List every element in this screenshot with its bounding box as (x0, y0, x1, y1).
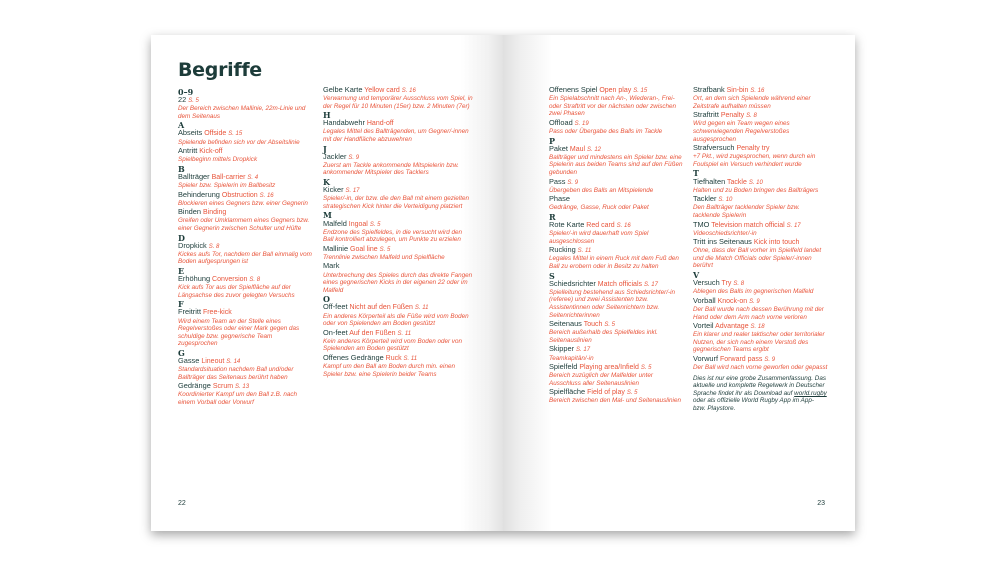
page-reference: S. 16 (750, 88, 765, 94)
page-number-right: 23 (817, 500, 825, 507)
index-letter: P (549, 135, 556, 146)
glossary-entry (693, 279, 828, 296)
glossary-entry (693, 178, 828, 195)
entry-term-line (693, 221, 828, 230)
page-reference: S. 5 (626, 390, 638, 397)
term-german: Offenes Gedränge (323, 353, 384, 362)
glossary-entry (323, 86, 473, 110)
glossary-entry (693, 238, 828, 270)
page-reference: S. 11 (414, 305, 429, 312)
glossary-entry (693, 322, 828, 354)
term-definition: Ein anderes Körperteil als die Füße wird vom Boden oder von Spielenden am Boden gestützt (323, 312, 469, 328)
page-reference: S. 10 (718, 197, 733, 204)
page-reference: S. 16 (616, 223, 631, 229)
page-reference: S. 15 (633, 88, 648, 94)
term-english: Ball-carrier (211, 173, 246, 181)
index-letter: A (178, 120, 185, 131)
glossary-entry (549, 280, 683, 319)
page-reference: S. 13 (235, 384, 250, 391)
term-german: Spielfläche (549, 387, 586, 397)
page-reference: S. 11 (577, 248, 592, 255)
entry-term-line (178, 208, 312, 217)
entry-term-line (178, 382, 312, 391)
entry-term-line (693, 178, 828, 187)
term-definition: Spieler/-in wird dauerhaft vom Spiel ausgeschlossen (549, 230, 649, 245)
term-english: Hand-off (366, 120, 394, 128)
term-german: Freitritt (178, 307, 201, 317)
glossary-entry (693, 355, 828, 372)
entry-term-line (178, 308, 312, 317)
right-column-2 (693, 86, 828, 413)
entry-term-line (178, 191, 312, 200)
index-letter: E (178, 265, 185, 276)
term-german: Gedränge (178, 381, 211, 391)
glossary-entry (178, 308, 312, 347)
term-german: Phase (549, 194, 570, 204)
glossary-entry (323, 262, 473, 294)
term-english: Goal line (350, 245, 378, 253)
page-reference: S. 16 (259, 192, 274, 199)
page-reference: S. 9 (567, 179, 579, 186)
term-definition: Unterbrechung des Spieles durch das direkte Fangen eines gegnerischen Kicks in der eigenen 22 oder im Malfeld (323, 271, 473, 294)
term-definition: Der Ball wurde nach dessen Berührung mit der Hand oder dem Arm nach vorne verloren (693, 305, 824, 321)
term-definition: Spielleitung bestehend aus Schiedsrichter/-in (referee) und zwei Assistenten bzw. Assistentinnen oder Seitenrichtern bzw. Seitenrichterinnen (549, 288, 676, 319)
term-german: 22 (178, 95, 187, 105)
index-letter: H (323, 110, 331, 121)
term-definition: Halten und zu Boden bringen des Ballträgers (693, 186, 819, 194)
term-definition: Ohne, dass der Ball vorher im Spielfeld landet und die Match Officials oder Spieler/-innen berührt (693, 247, 822, 270)
term-german: Straftritt (693, 110, 719, 120)
index-letter: T (693, 168, 699, 179)
glossary-entry (693, 144, 828, 168)
term-english: Red card (586, 222, 615, 229)
term-english: Ruck (385, 355, 402, 362)
index-letter: V (693, 270, 700, 281)
term-english: Nicht auf den Füßen (349, 304, 413, 312)
entry-term-line (549, 178, 683, 187)
term-german: Rucking (549, 245, 576, 255)
entry-term-line (549, 145, 683, 154)
index-letter: F (178, 299, 184, 310)
term-german: Mallinie (323, 243, 349, 253)
term-english: Playing area/Infield (579, 364, 639, 372)
entry-term-line (693, 111, 828, 120)
page-title: Begriffe (178, 59, 262, 81)
page-reference: S. 17 (576, 347, 591, 354)
term-definition: Wird einem Team an der Stelle eines Regelverstoßes oder einer Mark gegen das schuldige bzw. gegnerische Team zugesprochen (178, 317, 300, 348)
term-definition: Ballträger und mindestens ein Spieler bzw. eine Spielerin aus beiden Teams sind auf den Füßen gebunden (549, 153, 683, 176)
entry-term-line (693, 195, 828, 204)
term-english: Penalty (720, 112, 745, 120)
term-german: Seitenaus (549, 319, 582, 329)
glossary-entry (549, 363, 683, 387)
term-german: Paket (549, 143, 568, 153)
entry-term-line (693, 86, 828, 95)
term-english: Tackle (727, 178, 747, 186)
page-number-left: 22 (178, 500, 186, 507)
entry-term-line (323, 329, 473, 338)
left-column-1 (178, 87, 312, 408)
term-definition: Den Ballträger tacklender Spieler bzw. tacklende Spielerin (693, 204, 800, 219)
term-german: Rote Karte (549, 220, 585, 229)
term-definition: Teamkapitän/-in (549, 354, 594, 362)
entry-term-line (178, 173, 312, 182)
page-reference: S. 8 (249, 277, 261, 284)
entry-term-line (323, 245, 473, 254)
term-definition: Bereich zwischen den Mal- und Seitenauslinien (549, 397, 681, 405)
glossary-entry (178, 275, 312, 299)
entry-term-line (693, 355, 828, 364)
term-definition: Ein klarer und realer taktischer oder territorialer Nutzen, der sich nach einem Verstoß des gegnerischen Teams ergibt (693, 331, 825, 354)
glossary-entry (549, 178, 683, 195)
term-english: Obstruction (221, 191, 258, 199)
glossary-entry (178, 147, 312, 164)
term-definition: Der Ball wird nach vorne geworfen oder gepasst (693, 364, 828, 372)
term-english: Forward pass (720, 356, 763, 363)
entry-term-line (549, 119, 683, 128)
term-german: Offload (549, 117, 573, 127)
page-reference: S. 15 (228, 131, 243, 138)
book-spread (151, 35, 855, 531)
glossary-entry (178, 173, 312, 190)
term-definition: Standardsituation nachdem Ball und/oder Ballträger das Seitenaus berührt haben (178, 366, 294, 381)
term-definition: Legales Mittel des Ballträgenden, um Gegner/-innen mit der Handfläche abzuwehren (323, 128, 469, 144)
term-german: Spielfeld (549, 362, 578, 372)
term-definition: Pass oder Übergabe des Balls im Tackle (549, 127, 663, 135)
glossary-entry (323, 303, 473, 327)
glossary-entry (549, 119, 683, 136)
entry-term-line (549, 363, 683, 372)
glossary-entry (549, 145, 683, 177)
entry-term-line (178, 357, 312, 366)
term-definition: Verwarnung und temporärer Ausschluss vom Spiel, in der Regel für 10 Minuten (15er) bzw. 2 Minuten (7er) (323, 95, 473, 110)
page-reference: S. 11 (397, 330, 412, 337)
term-german: Binden (178, 207, 202, 217)
glossary-entry (693, 195, 828, 219)
index-letter: J (323, 143, 327, 154)
term-german: Kicker (323, 185, 344, 195)
glossary-entry (178, 382, 312, 406)
term-english: Kick into touch (753, 239, 800, 247)
term-german: Dropkick (178, 240, 207, 250)
term-definition: Bereich außerhalb des Spielfeldes inkl. Seitenauslinien (549, 329, 658, 344)
glossary-entry (323, 329, 473, 353)
glossary-entry (323, 153, 473, 177)
entry-term-line (693, 238, 828, 247)
page-reference: S. 18 (750, 324, 765, 331)
index-letter: G (178, 347, 185, 358)
term-definition: Spielende befinden sich vor der Abseitslinie (178, 138, 300, 146)
term-definition: Blockieren eines Gegners bzw. einer Gegnerin (178, 199, 308, 207)
term-german: Handabwehr (323, 118, 365, 128)
term-german: On-feet (323, 327, 348, 337)
glossary-entry (323, 354, 473, 378)
term-definition: Greifen oder Umklammern eines Gegners bzw. einer Gegnerin zwischen Schulter und Hüfte (178, 217, 310, 232)
page-reference: S. 19 (574, 120, 589, 127)
term-definition: Ablegen des Balls im gegnerischen Malfeld (693, 288, 814, 296)
right-column-1 (549, 86, 683, 406)
term-german: Strafversuch (693, 143, 735, 153)
term-definition: Kampf um den Ball am Boden durch min. einen Spieler bzw. eine Spielerin beider Teams (323, 363, 455, 378)
entry-term-line (178, 275, 312, 284)
term-german: Tritt ins Seitenaus (693, 237, 752, 247)
entry-term-line (693, 322, 828, 331)
term-english: Kick-off (199, 148, 223, 156)
term-definition: Videoschiedsrichter/-in (693, 229, 757, 237)
term-german: Vorteil (693, 321, 714, 331)
page-reference: S. 17 (345, 188, 360, 195)
term-english: Knock-on (717, 297, 748, 305)
page-reference: S. 5 (604, 322, 616, 329)
term-german: Vorwurf (693, 354, 719, 363)
term-german: Tackler (693, 194, 717, 204)
term-english: Ingoal (348, 220, 368, 228)
worldrugby-link[interactable]: world.rugby (794, 389, 827, 397)
entry-term-line (323, 220, 473, 229)
term-english: Binding (202, 209, 227, 217)
term-german: Offenens Spiel (549, 85, 598, 94)
term-english: Maul (569, 145, 586, 153)
term-definition: Spieler bzw. Spielerin im Ballbesitz (178, 182, 276, 190)
glossary-entry (323, 245, 473, 262)
term-definition: Gedränge, Gasse, Ruck oder Paket (549, 204, 649, 212)
entry-term-line (178, 242, 312, 251)
glossary-entry (549, 345, 683, 362)
term-german: Versuch (693, 278, 720, 288)
glossary-entry (693, 297, 828, 321)
entry-term-line (323, 354, 473, 363)
term-english: Sin-bin (726, 87, 749, 94)
glossary-entry (178, 357, 312, 381)
entry-term-line (693, 279, 828, 288)
term-german: Ballträger (178, 171, 210, 181)
glossary-entry (549, 195, 683, 212)
glossary-entry (549, 388, 683, 405)
page-reference: S. 17 (643, 281, 658, 288)
term-definition: Spieler/-in, der bzw. die den Ball mit einem gezielten strategischen Kick hinter die Verteidigung platziert (323, 195, 469, 210)
glossary-entry (178, 208, 312, 232)
term-english: Conversion (212, 276, 248, 284)
term-german: TMO (693, 219, 710, 229)
glossary-entry (693, 111, 828, 143)
page-reference: S. 9 (764, 357, 776, 363)
term-german: Behinderung (178, 189, 220, 199)
glossary-entry (549, 320, 683, 344)
term-english: Open play (599, 87, 632, 94)
entry-term-line (323, 153, 473, 162)
page-reference: S. 8 (733, 281, 745, 288)
term-german: Off-feet (323, 302, 348, 312)
index-letter: S (549, 270, 555, 281)
term-english: Penalty try (736, 145, 770, 153)
glossary-entry (323, 220, 473, 244)
page-reference: S. 12 (587, 146, 602, 153)
term-definition: Kick aufs Tor aus der Spielfläche auf der Längsachse des zuvor gelegten Versuchs (178, 284, 295, 299)
entry-term-line (549, 388, 683, 397)
entry-term-line (693, 144, 828, 153)
entry-term-line (323, 119, 473, 128)
entry-term-line (693, 297, 828, 306)
index-letter: K (323, 177, 330, 188)
entry-term-line (549, 195, 683, 204)
entry-term-line (178, 96, 312, 105)
term-english: Offside (204, 130, 227, 138)
page-reference: S. 10 (748, 179, 763, 186)
term-definition: Ort, an dem sich Spielende während einer Zeitstrafe aufhalten müssen (693, 95, 811, 110)
entry-term-line (549, 246, 683, 255)
glossary-entry (549, 86, 683, 118)
glossary-entry (178, 191, 312, 208)
right-page (503, 35, 855, 531)
glossary-entry (693, 221, 828, 238)
term-definition: Trennlinie zwischen Malfeld und Spielfläche (323, 253, 445, 261)
term-english: Auf den Füßen (349, 329, 396, 337)
term-definition: Der Bereich zwischen Mallinie, 22m-Linie und dem Seitenaus (178, 105, 306, 120)
term-definition: Legales Mittel in einem Ruck mit dem Fuß den Ball zu erobern oder in Besitz zu halten (549, 255, 679, 270)
term-definition: +7 Pkt., wird zugesprochen, wenn durch ein Foulspiel ein Versuch verhindert wurde (693, 153, 816, 168)
glossary-entry (549, 246, 683, 270)
glossary-entry (178, 96, 312, 120)
glossary-entry (323, 186, 473, 210)
left-page (151, 35, 503, 531)
entry-term-line (323, 262, 473, 271)
glossary-entry (549, 221, 683, 245)
page-reference: S. 4 (247, 174, 259, 181)
entry-term-line (323, 186, 473, 195)
index-letter: B (178, 163, 185, 174)
note-text-after: oder als offizielle World Rugby App im App- bzw. Playstore. (693, 397, 814, 413)
glossary-entry (178, 242, 312, 266)
page-reference: S. 5 (369, 221, 381, 228)
index-letter: D (178, 232, 185, 243)
rulebook-note (693, 375, 828, 413)
term-english: Lineout (201, 358, 225, 365)
term-definition: Ein Spielabschnitt nach An-, Wiederan-, Frei- oder Straftritt vor der nächsten oder zwischen zwei Phasen (549, 95, 677, 118)
term-german: Tiefhalten (693, 176, 726, 186)
term-german: Schiedsrichter (549, 278, 596, 288)
entry-term-line (323, 86, 473, 95)
entry-term-line (549, 86, 683, 95)
term-german: Gasse (178, 356, 200, 365)
term-english: Free-kick (202, 309, 232, 317)
term-definition: Spielbeginn mittels Dropkick (178, 156, 258, 164)
term-german: Abseits (178, 128, 203, 138)
term-english: Touch (583, 321, 603, 329)
page-reference: S. 8 (746, 113, 757, 120)
term-english: Television match official (711, 221, 785, 229)
term-definition: Koordinierter Kampf um den Ball z.B. nach einem Vorball oder Vorwurf (178, 391, 298, 406)
page-reference: S. 9 (348, 154, 360, 161)
entry-term-line (549, 345, 683, 354)
page-reference: S. 5 (379, 246, 391, 253)
term-german: Malfeld (323, 218, 347, 228)
index-letter: O (323, 294, 330, 305)
page-reference: S. 5 (188, 98, 199, 105)
entry-term-line (178, 147, 312, 156)
term-english: Try (721, 280, 732, 288)
glossary-entry (323, 119, 473, 143)
term-german: Jackler (323, 151, 347, 161)
term-definition: Wird gegen ein Team wegen eines schwerwiegenden Regelverstoßes ausgesprochen (693, 120, 790, 143)
term-german: Mark (323, 261, 340, 271)
page-reference: S. 9 (749, 298, 760, 305)
index-letter: 0–9 (178, 87, 194, 97)
entry-term-line (549, 320, 683, 329)
term-german: Vorball (693, 295, 716, 305)
page-reference: S. 8 (208, 243, 220, 250)
entry-term-line (549, 221, 683, 230)
term-german: Erhöhung (178, 274, 211, 284)
page-reference: S. 5 (640, 365, 652, 372)
entry-term-line (323, 303, 473, 312)
term-definition: Übergeben des Balls an Mitspielende (549, 186, 654, 194)
page-reference: S. 14 (226, 359, 241, 365)
glossary-entry (178, 129, 312, 146)
term-definition: Bereich zuzüglich der Malfelder unter Ausschluss aller Seitenauslinien (549, 372, 653, 387)
term-german: Gelbe Karte (323, 85, 363, 94)
term-german: Pass (549, 176, 566, 186)
page-reference: S. 11 (403, 356, 418, 362)
index-letter: M (323, 210, 332, 221)
page-reference: S. 17 (786, 222, 801, 229)
term-german: Antritt (178, 146, 198, 156)
left-column-2 (323, 86, 473, 379)
term-german: Skipper (549, 344, 575, 354)
glossary-entry (693, 86, 828, 110)
term-english: Yellow card (364, 87, 400, 94)
term-definition: Kickes aufs Tor, nachdem der Ball einmalig vom Boden aufgesprungen ist (178, 250, 312, 266)
term-english: Advantage (715, 323, 749, 331)
term-definition: Kein anderes Körperteil wird vom Boden oder von Spielenden am Boden gestützt (323, 337, 462, 353)
page-reference: S. 16 (401, 88, 416, 94)
term-german: Strafbank (693, 85, 725, 94)
term-definition: Endzone des Spielfeldes, in die versucht wird den Ball kontrolliert abzulegen, um Punkte zu erzielen (323, 228, 462, 244)
term-definition: Zuerst am Tackle ankommende Mitspielerin bzw. ankommender Mitspieler des Tacklers (323, 161, 459, 177)
term-english: Match officials (597, 280, 643, 288)
term-english: Scrum (212, 383, 234, 391)
index-letter: R (549, 211, 556, 222)
entry-term-line (549, 280, 683, 289)
term-english: Field of play (587, 389, 625, 397)
note-text-before: Dies ist nur eine grobe Zusammenfassung. Das aktuelle und komplette Regelwerk in Deutscher Sprache findet ihr als Download auf (693, 374, 826, 397)
entry-term-line (178, 129, 312, 138)
